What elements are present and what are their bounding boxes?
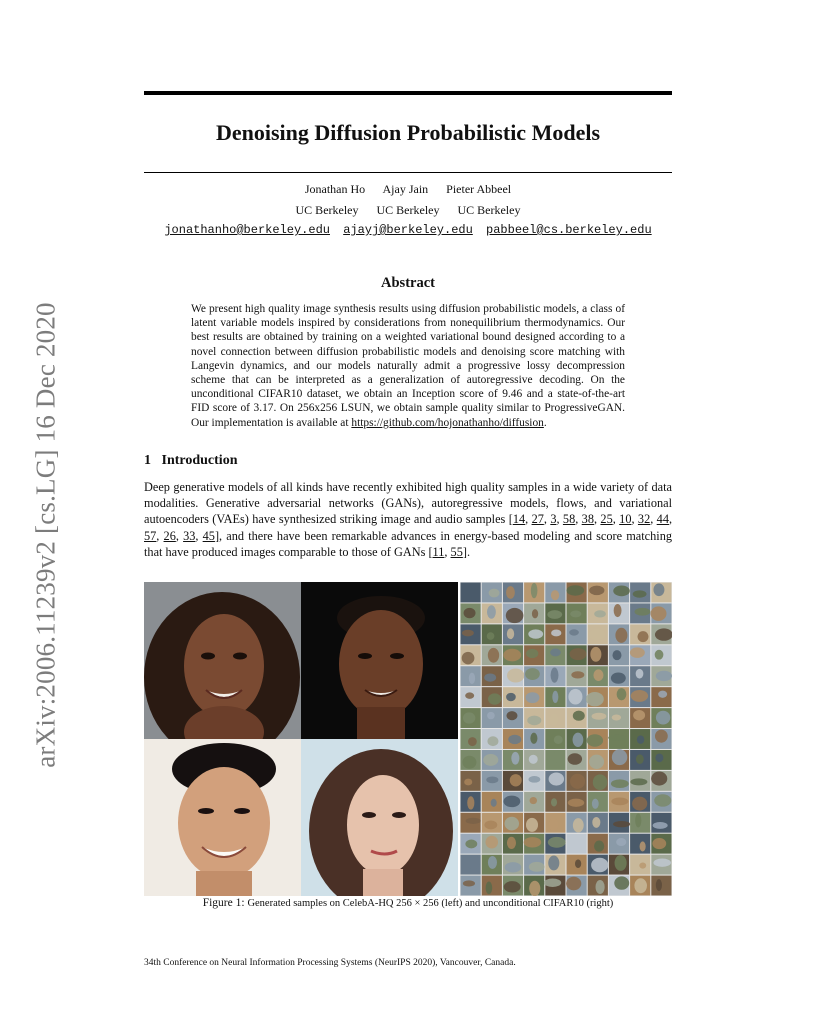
cifar-thumbnail — [651, 624, 672, 644]
cifar-thumbnail — [651, 708, 671, 728]
cifar-thumbnail — [651, 583, 671, 603]
cifar-thumbnail — [651, 813, 671, 833]
cifar-thumbnail — [503, 603, 524, 623]
introduction-paragraph — [144, 479, 672, 560]
cifar-thumbnail — [609, 834, 629, 854]
intro-text-2: ], and there have been remarkable advances in energy-based modeling and score matching that have produced images comparable to those of GANs [ — [144, 528, 673, 559]
cifar-thumbnail — [461, 876, 481, 896]
cifar-thumbnail — [503, 813, 523, 833]
cifar-thumbnail — [567, 813, 587, 833]
cifar-thumbnail — [630, 876, 650, 896]
cifar-thumbnail — [482, 708, 502, 728]
cifar-thumbnail — [609, 645, 629, 665]
cifar-thumbnail — [567, 729, 587, 749]
cifar-thumbnail — [651, 834, 671, 854]
cifar-thumbnail — [545, 666, 565, 686]
cifar-thumbnail — [482, 666, 502, 686]
cifar-thumbnail — [587, 729, 608, 749]
cifar-thumbnail — [588, 750, 608, 770]
paper-title: Denoising Diffusion Probabilistic Models — [215, 120, 601, 145]
cifar-thumbnail — [461, 771, 481, 791]
intro-text-1: Deep generative models of all kinds have recently exhibited high quality samples in a wide variety of data modalities. Generative adversarial networks (GANs), autoregressive models, flows, and variational autoencoders (VAEs) have synthesized striking image and audio samples [ — [144, 480, 672, 527]
cifar-thumbnail — [567, 792, 587, 812]
cifar-thumbnail — [503, 687, 523, 707]
citation-link-3[interactable]: 3 — [550, 512, 557, 527]
cifar-thumbnail — [545, 645, 565, 665]
cifar-thumbnail — [630, 624, 650, 644]
cifar-thumbnail — [567, 855, 587, 875]
cifar-thumbnail — [524, 624, 544, 644]
celeba-sample-face-4 — [301, 739, 458, 896]
abstract-heading: Abstract — [381, 275, 435, 291]
cifar-thumbnail — [524, 603, 544, 623]
citation-link-14[interactable]: 14 — [512, 512, 526, 527]
cifar-thumbnail — [461, 645, 481, 665]
cifar-thumbnail — [524, 583, 544, 603]
citation-link-55[interactable]: 55 — [450, 544, 463, 559]
cifar-thumbnail — [609, 855, 629, 875]
cifar-thumbnail — [524, 666, 544, 686]
cifar-thumbnail — [482, 624, 502, 644]
author-names: Jonathan Ho Ajay Jain Pieter Abbeel — [304, 182, 512, 196]
title-bottom-rule — [144, 172, 672, 173]
cifar-thumbnail — [524, 813, 544, 833]
cifar-thumbnail — [524, 729, 544, 749]
cifar-thumbnail — [482, 750, 502, 770]
cifar-thumbnail — [545, 729, 565, 749]
cifar-thumbnail — [630, 708, 650, 728]
cifar-thumbnail — [651, 876, 671, 896]
cifar-thumbnail — [630, 729, 650, 749]
cifar-thumbnail — [609, 583, 630, 603]
cifar-thumbnail — [588, 645, 608, 665]
citation-link-44[interactable]: 44 — [656, 512, 669, 527]
cifar-thumbnail — [609, 666, 629, 686]
citation-link-32[interactable]: 32 — [637, 512, 651, 527]
cifar-thumbnail — [545, 583, 565, 603]
cifar-thumbnail — [524, 876, 544, 896]
cifar-thumbnail — [651, 645, 671, 665]
cifar-thumbnail — [608, 729, 629, 749]
cifar-thumbnail — [482, 834, 502, 854]
cifar-thumbnail — [503, 666, 524, 686]
cifar-thumbnail — [545, 813, 565, 833]
cifar-thumbnail — [567, 666, 587, 686]
cifar-thumbnail — [503, 624, 523, 644]
citation-link-58[interactable]: 58 — [562, 512, 576, 527]
abstract-text — [191, 302, 625, 430]
cifar-thumbnail — [630, 687, 650, 707]
cifar-thumbnail — [630, 666, 650, 686]
cifar-thumbnail — [588, 834, 608, 854]
cifar-thumbnail — [503, 771, 523, 791]
cifar-thumbnail — [567, 624, 587, 644]
cifar-thumbnail — [630, 603, 650, 623]
title-top-rule — [144, 91, 672, 95]
cifar-thumbnail — [503, 645, 523, 665]
cifar-thumbnail — [545, 771, 565, 791]
cifar-thumbnail — [461, 813, 481, 833]
cifar-thumbnail — [482, 876, 502, 896]
cifar-thumbnail — [482, 603, 502, 623]
cifar-thumbnail — [461, 855, 481, 875]
figure-1-caption-text: Generated samples on CelebA-HQ 256 × 256 (left) and unconditional CIFAR10 (right) — [247, 898, 614, 909]
cifar-thumbnail — [524, 771, 544, 791]
cifar-thumbnail — [651, 771, 671, 791]
email-link-jain[interactable]: ajayj@berkeley.edu — [343, 223, 473, 237]
cifar-thumbnail — [503, 708, 523, 728]
cifar-thumbnail — [609, 813, 630, 833]
celeba-sample-face-2 — [301, 582, 458, 739]
cifar-thumbnail — [567, 834, 587, 854]
citation-link-33[interactable]: 33 — [183, 528, 196, 543]
cifar10-sample-grid — [460, 582, 672, 896]
cifar-thumbnail — [588, 624, 608, 644]
cifar-thumbnail — [588, 583, 608, 603]
cifar-thumbnail — [482, 771, 502, 791]
cifar-thumbnail — [630, 813, 650, 833]
cifar-thumbnail — [588, 666, 608, 686]
cifar-thumbnail — [609, 624, 629, 644]
cifar-thumbnail — [630, 750, 650, 770]
author-emails — [144, 221, 672, 239]
cifar-thumbnail — [567, 708, 587, 728]
cifar-thumbnail — [461, 603, 481, 623]
cifar-thumbnail — [567, 750, 587, 770]
cifar-thumbnail — [524, 708, 544, 728]
cifar-thumbnail — [503, 583, 523, 603]
cifar-thumbnail — [503, 834, 523, 854]
cifar-thumbnail — [567, 603, 587, 623]
cifar-thumbnail — [545, 708, 565, 728]
cifar-thumbnail — [651, 750, 671, 770]
cifar-thumbnail — [567, 645, 587, 665]
cifar-thumbnail — [524, 750, 544, 770]
abstract-text-body: We present high quality image synthesis results using diffusion probabilistic models, a class of latent variable models inspired by considerations from nonequilibrium thermodynamics. Our best results are obtained by training on a weighted variational bound designed according to a novel connection between diffusion probabilistic models and denoising score matching with Langevin dynamics, and our models naturally admit a progressive lossy decompression scheme that can be interpreted as a generalization of autoregressive decoding. On the unconditional CIFAR10 dataset, we obtain an Inception score of 9.46 and a state-of-the-art FID score of 3.17. On 256x256 LSUN, we obtain sample quality similar to ProgressiveGAN. Our implementation is available at — [191, 303, 625, 429]
cifar-thumbnail — [503, 855, 523, 875]
cifar-thumbnail — [630, 834, 650, 854]
cifar10-thumbnails — [460, 582, 672, 896]
cifar-thumbnail — [524, 687, 544, 707]
cifar-thumbnail — [630, 583, 650, 603]
cifar-thumbnail — [630, 855, 650, 875]
cifar-thumbnail — [503, 729, 523, 749]
cifar-thumbnail — [545, 603, 565, 623]
cifar-thumbnail — [461, 687, 481, 707]
citation-link-57[interactable]: 57 — [144, 528, 157, 543]
citation-group-1: 14, 27, 3, 58, 38, 25, 10, 32, 44, 57, 26, 33, 45 — [144, 512, 673, 543]
figure-1 — [144, 582, 672, 896]
cifar-thumbnail — [609, 603, 629, 623]
citation-link-45[interactable]: 45 — [202, 528, 215, 543]
cifar-thumbnail — [630, 771, 650, 791]
conference-footnote: 34th Conference on Neural Information Processing Systems (NeurIPS 2020), Vancouver, Canada. — [144, 958, 516, 968]
cifar-thumbnail — [586, 687, 608, 707]
cifar-thumbnail — [588, 708, 608, 728]
citation-group-2: 11, 55 — [432, 544, 463, 559]
cifar-thumbnail — [567, 687, 587, 707]
citation-link-38[interactable]: 38 — [581, 512, 594, 527]
cifar-thumbnail — [609, 749, 629, 770]
cifar-thumbnail — [524, 834, 545, 854]
cifar-thumbnail — [588, 855, 609, 875]
cifar-thumbnail — [609, 708, 629, 728]
cifar-thumbnail — [545, 834, 565, 854]
cifar-thumbnail — [461, 583, 481, 603]
cifar-thumbnail — [482, 583, 502, 603]
cifar-thumbnail — [503, 750, 523, 770]
citation-link-11[interactable]: 11 — [432, 544, 445, 559]
cifar-thumbnail — [524, 645, 544, 665]
cifar-thumbnail — [461, 624, 481, 644]
cifar-thumbnail — [461, 729, 481, 749]
cifar-thumbnail — [545, 750, 565, 770]
cifar-thumbnail — [651, 729, 671, 749]
cifar-thumbnail — [545, 855, 565, 875]
cifar-thumbnail — [651, 792, 671, 812]
citation-link-27[interactable]: 27 — [531, 512, 544, 527]
cifar-thumbnail — [524, 855, 545, 875]
citation-link-10[interactable]: 10 — [619, 512, 632, 527]
abstract-text-end: . — [543, 416, 547, 429]
cifar-thumbnail — [588, 792, 608, 812]
cifar-thumbnail — [566, 583, 586, 603]
cifar-thumbnail — [609, 771, 629, 791]
cifar-thumbnail — [567, 771, 587, 791]
email-link-abbeel[interactable]: pabbeel@cs.berkeley.edu — [486, 223, 652, 237]
cifar-thumbnail — [461, 792, 481, 812]
cifar-thumbnail — [651, 687, 671, 707]
cifar-thumbnail — [482, 792, 502, 812]
cifar-thumbnail — [630, 645, 650, 665]
cifar-thumbnail — [609, 687, 629, 707]
github-link[interactable]: https://github.com/hojonathanho/diffusion — [351, 416, 544, 429]
arxiv-identifier-text: arXiv:2006.11239v2 [cs.LG] 16 Dec 2020 — [30, 302, 61, 768]
cifar-thumbnail — [503, 792, 523, 812]
section-heading-introduction: 1 Introduction — [144, 453, 238, 468]
cifar-thumbnail — [482, 645, 502, 665]
figure-1-label: Figure 1: — [202, 897, 248, 909]
cifar-thumbnail — [651, 603, 672, 623]
cifar-thumbnail — [544, 876, 566, 896]
cifar-thumbnail — [609, 876, 629, 896]
citation-link-25[interactable]: 25 — [600, 512, 613, 527]
author-affiliations: UC Berkeley UC Berkeley UC Berkeley — [295, 203, 521, 217]
celeba-sample-face-3 — [144, 739, 301, 896]
cifar-thumbnail — [651, 855, 671, 875]
cifar-thumbnail — [524, 792, 544, 812]
cifar-thumbnail — [461, 666, 481, 686]
cifar-thumbnail — [545, 687, 565, 707]
cifar-thumbnail — [482, 855, 502, 875]
cifar-thumbnail — [545, 792, 565, 812]
celeba-sample-face-1 — [144, 582, 301, 739]
citation-link-26[interactable]: 26 — [163, 528, 176, 543]
cifar-thumbnail — [461, 834, 481, 854]
cifar-thumbnail — [630, 792, 650, 812]
cifar-thumbnail — [461, 750, 481, 770]
cifar-thumbnail — [545, 624, 565, 644]
cifar-thumbnail — [588, 771, 608, 791]
cifar-thumbnail — [482, 813, 502, 833]
cifar-thumbnail — [588, 813, 608, 833]
cifar-thumbnail — [566, 876, 587, 896]
figure-1-caption — [144, 897, 672, 910]
cifar-thumbnail — [651, 666, 672, 686]
arxiv-identifier — [20, 302, 72, 768]
intro-text-3: ]. — [462, 544, 471, 559]
cifar-thumbnail — [588, 603, 608, 623]
cifar-thumbnail — [482, 687, 502, 707]
email-link-ho[interactable]: jonathanho@berkeley.edu — [164, 223, 330, 237]
cifar-thumbnail — [482, 729, 502, 749]
cifar-thumbnail — [609, 792, 629, 812]
cifar-thumbnail — [503, 876, 523, 896]
cifar-thumbnail — [588, 876, 608, 896]
cifar-thumbnail — [461, 708, 481, 728]
